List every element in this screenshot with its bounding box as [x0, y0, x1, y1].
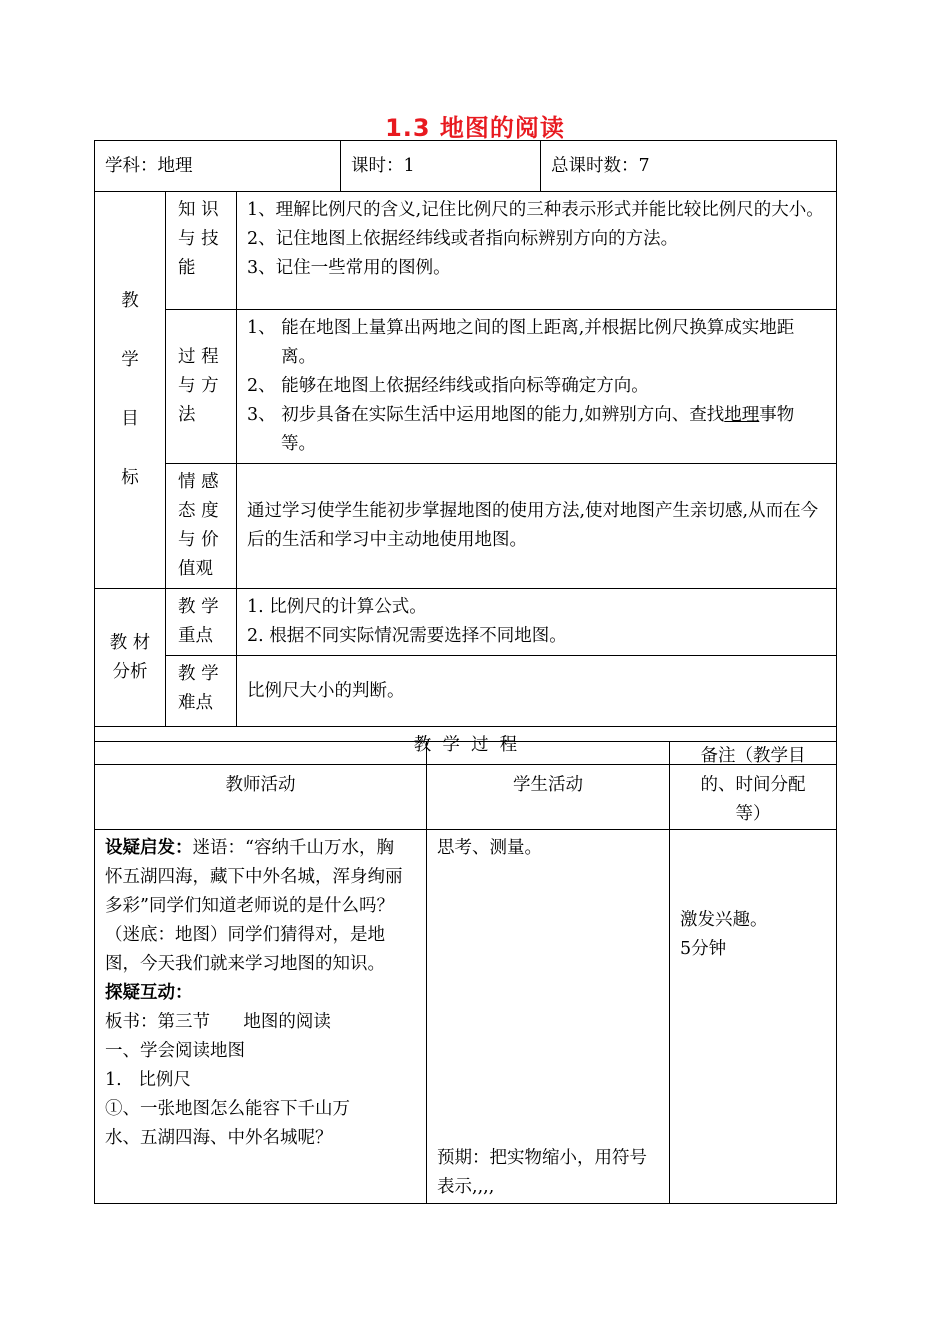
teaching-process-table	[94, 741, 837, 1204]
key-point-item: 1. 比例尺的计算公式。	[247, 597, 427, 617]
label-line: 值观	[178, 559, 213, 579]
label-line: 重点	[178, 626, 213, 646]
subsection-heading: 1. 比例尺	[105, 1070, 191, 1090]
key-points-label	[166, 589, 237, 656]
notes-line: 激发兴趣。	[680, 910, 768, 930]
section-heading: 一、学会阅读地图	[105, 1041, 245, 1061]
notes-line: 5分钟	[680, 939, 727, 959]
objectives-label	[95, 192, 166, 589]
label-line: 与 方	[178, 376, 219, 396]
subject-cell	[95, 141, 341, 192]
objectives-char: 学	[121, 350, 139, 370]
teacher-activity-header	[95, 742, 427, 830]
emotion-content	[237, 464, 837, 589]
intro-label: 设疑启发：	[105, 838, 193, 858]
question-text: ①、一张地图怎么能容下千山万水、五湖四海、中外名城呢？	[105, 1099, 350, 1148]
label-line: 与 技	[178, 229, 219, 249]
page-title: 1.3 地图的阅读	[385, 114, 565, 142]
knowledge-label	[166, 192, 237, 310]
label-line: 情 感	[178, 472, 219, 492]
label-line: 知 识	[178, 200, 219, 220]
lesson-plan-table	[94, 140, 837, 765]
label-line: 过 程	[178, 347, 219, 367]
teacher-activity-content	[95, 830, 433, 1204]
key-points-content	[237, 589, 837, 656]
label-line: 教 材	[109, 632, 151, 653]
intro-text: 迷语：“容纳千山万水，胸怀五湖四海，藏下中外名城，浑身绚丽多彩”同学们知道老师说的是什么吗？ （迷底：地图）同学们猜得对，是地图，今天我们就来学习地图的知识。	[105, 838, 433, 974]
subject-text: 学科：地理	[105, 155, 193, 176]
label-line: 能	[178, 258, 196, 278]
student-activity-content	[427, 830, 670, 1204]
process-item: 2、 能够在地图上依据经纬线或指向标等确定方向。	[247, 376, 649, 396]
emotion-text: 通过学习使学生能初步掌握地图的使用方法,使对地图产生亲切感,从而在今后的生活和学习中主动地使用地图。	[247, 501, 819, 550]
notes-header-line: 等）	[735, 804, 771, 824]
analysis-label	[95, 589, 166, 727]
notes-header-line: 备注（教学目	[700, 746, 806, 766]
label-line: 分析	[112, 661, 148, 682]
emotion-label	[166, 464, 237, 589]
period-text: 课时：1	[351, 155, 415, 176]
period-cell	[341, 141, 541, 192]
student-activity-header	[427, 742, 670, 830]
process-item3-text: 3、 初步具备在实际生活中运用地图的能力,如辨别方向、查找	[247, 405, 725, 425]
knowledge-content	[237, 192, 837, 310]
process-item3-end: 事物等。	[281, 405, 795, 454]
objectives-char: 教	[121, 291, 139, 311]
difficulty-text: 比例尺大小的判断。	[247, 680, 405, 701]
process-item	[247, 401, 828, 459]
label-line: 教 学	[178, 597, 219, 617]
student-header-text: 学生活动	[513, 775, 583, 795]
difficulty-label	[166, 656, 237, 727]
notes-content	[670, 830, 837, 1204]
knowledge-item: 3、记住一些常用的图例。	[247, 258, 451, 278]
notes-header	[670, 742, 837, 830]
process-header-text: 教 学 过 程	[413, 735, 518, 755]
notes-header-line: 的、时间分配	[700, 775, 806, 795]
knowledge-item: 2、记住地图上依据经纬线或者指向标辨别方向的方法。	[247, 229, 679, 249]
intro-block	[105, 838, 433, 974]
process-label	[166, 310, 237, 464]
label-line: 难点	[178, 693, 213, 713]
process-content	[237, 310, 837, 464]
total-periods-cell	[541, 141, 837, 192]
label-line: 态 度	[178, 501, 219, 521]
key-point-item: 2. 根据不同实际情况需要选择不同地图。	[247, 626, 567, 646]
difficulty-content	[237, 656, 837, 727]
teacher-header-text: 教师活动	[225, 775, 296, 795]
student-top-text: 思考、测量。	[437, 838, 542, 858]
geography-underlined-term: 地理	[724, 405, 760, 425]
student-bottom-text: 预期：把实物缩小，用符号表示,,,,	[437, 1148, 647, 1197]
explore-label: 探疑互动：	[105, 983, 193, 1003]
objectives-char: 目	[121, 409, 139, 429]
total-periods-text: 总课时数：7	[551, 155, 650, 176]
knowledge-item: 1、理解比例尺的含义,记住比例尺的三种表示形式并能比较比例尺的大小。	[247, 200, 824, 220]
label-line: 法	[178, 405, 196, 425]
process-item: 1、 能在地图上量算出两地之间的图上距离,并根据比例尺换算成实地距离。	[247, 318, 795, 367]
label-line: 教 学	[178, 664, 219, 684]
label-line: 与 价	[178, 530, 219, 550]
board-title: 板书：第三节 地图的阅读	[105, 1012, 331, 1032]
objectives-char: 标	[121, 468, 139, 488]
